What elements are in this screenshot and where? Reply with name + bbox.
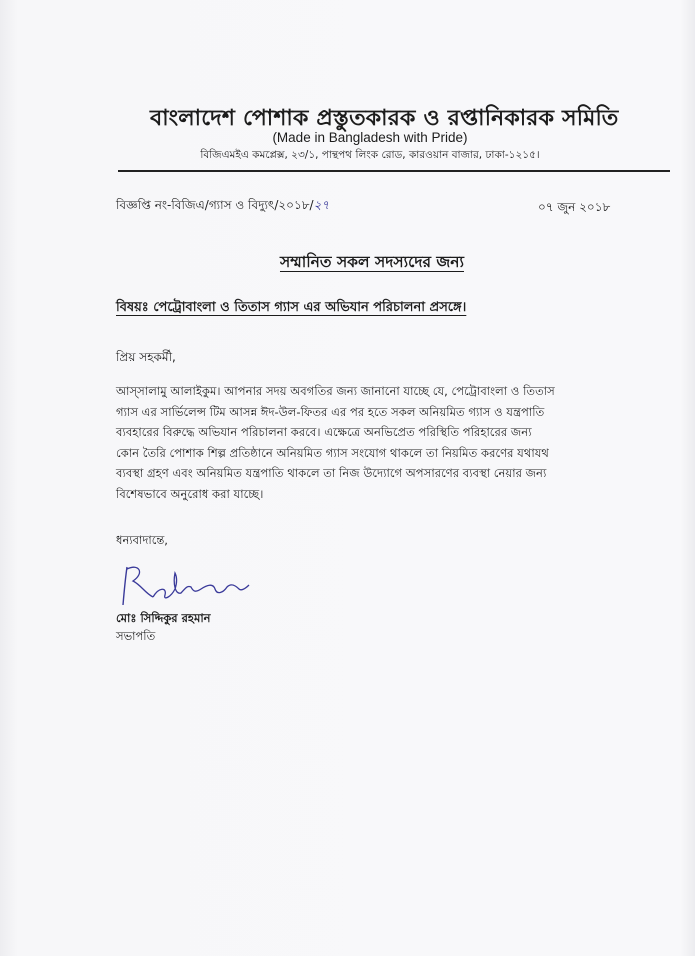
body-line: আস্‌সালামু আলাইকুম। আপনার সদয় অবগতির জন্য জানানো যাচ্ছে যে, পেট্রোবাংলা ও তিতাস bbox=[116, 384, 555, 398]
salutation: প্রিয় সহকর্মী, bbox=[116, 350, 176, 364]
letter-body bbox=[116, 381, 616, 505]
closing-remark: ধন্যবাদান্তে, bbox=[116, 533, 168, 547]
subject-line: বিষয়ঃ পেট্রোবাংলা ও তিতাস গ্যাস এর অভিযান পরিচালনা প্রসঙ্গে। bbox=[116, 300, 467, 315]
body-line: গ্যাস এর সার্ভিলেন্স টিম আসন্ন ঈদ-উল-ফিতর এর পর হতে সকল অনিয়মিত গ্যাস ও যন্ত্রপাতি bbox=[116, 404, 545, 419]
letterhead-divider bbox=[118, 170, 670, 172]
body-line: ব্যবস্থা গ্রহণ এবং অনিয়মিত যন্ত্রপাতি থাকলে তা নিজ উদ্যোগে অপসারণের ব্যবস্থা নেয়ার জন্য bbox=[116, 466, 547, 481]
handwritten-signature bbox=[115, 553, 255, 613]
reference-printed: বিজ্ঞপ্তি নং-বিজিএ/গ্যাস ও বিদ্যুৎ/২০১৮/ bbox=[116, 198, 314, 212]
reference-handwritten: ২৭ bbox=[313, 198, 330, 212]
body-line: কোন তৈরি পোশাক শিল্প প্রতিষ্ঠানে অনিয়মিত গ্যাস সংযোগ থাকলে তা নিয়মিত করণের যথাযথ bbox=[116, 445, 549, 460]
notice-heading: সম্মানিত সকল সদস্যদের জন্য bbox=[279, 253, 464, 271]
body-line: ব্যবহারের বিরুদ্ধে অভিযান পরিচালনা করবে। এক্ষেত্রে অনভিপ্রেত পরিস্থিতি পরিহারের জন্য bbox=[116, 425, 532, 440]
organization-name: বাংলাদেশ পোশাক প্রস্তুতকারক ও রপ্তানিকারক সমিতি bbox=[150, 106, 619, 131]
body-line: বিশেষভাবে অনুরোধ করা যাচ্ছে। bbox=[116, 486, 264, 501]
signatory-title: সভাপতি bbox=[116, 629, 156, 643]
reference-number bbox=[116, 197, 329, 217]
organization-address: বিজিএমইএ কমপ্লেক্স, ২৩/১, পান্থপথ লিংক রোড, কারওয়ান বাজার, ঢাকা-১২১৫। bbox=[200, 149, 540, 161]
organization-tagline: (Made in Bangladesh with Pride) bbox=[272, 130, 468, 145]
signatory-name: মোঃ সিদ্দিকুর রহমান bbox=[116, 611, 211, 625]
letter-date: ০৭ জুন ২০১৮ bbox=[538, 200, 611, 214]
